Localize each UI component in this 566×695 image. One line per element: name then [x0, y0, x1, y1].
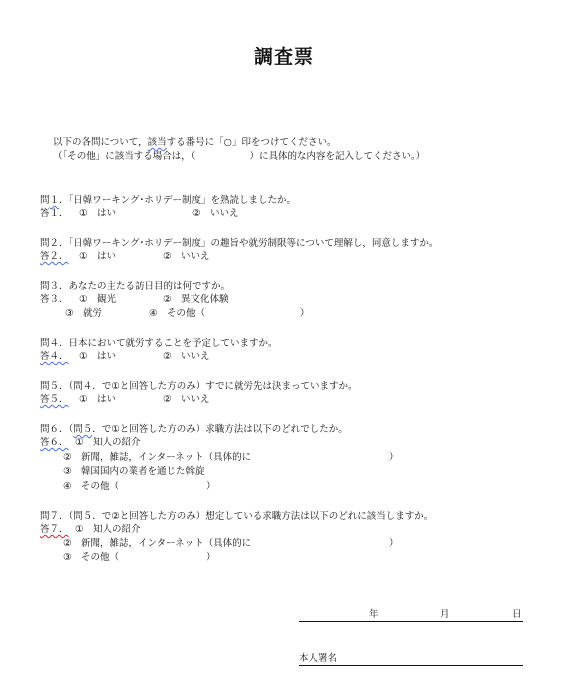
question-7: 問７．（問５．で②と回答した方のみ）想定している求職方法は以下のどれに該当しますか。: [40, 511, 434, 522]
answer-4-option-yes[interactable]: ① はい: [79, 351, 117, 362]
answer-7-media-close: ）: [389, 538, 399, 549]
answer-1-option-no[interactable]: ② いいえ: [192, 208, 239, 219]
answer-7-option-media[interactable]: ② 新聞，雑誌，インターネット（具体的に: [63, 538, 252, 549]
answer-5-option-yes[interactable]: ① はい: [79, 394, 117, 405]
answer-7-other-close: ）: [206, 552, 216, 563]
question-4: 問４．日本において就労することを予定していますか。: [40, 338, 278, 349]
answer-6-other-close: ）: [206, 481, 216, 492]
signature-label: 本人署名: [299, 653, 338, 664]
signature-line[interactable]: [299, 665, 523, 666]
answer-2-label: 答２．: [40, 251, 69, 262]
answer-1-option-yes[interactable]: ① はい: [79, 208, 117, 219]
answer-6-option-acquaintance[interactable]: ① 知人の紹介: [75, 437, 141, 448]
answer-7-label: 答７．: [40, 524, 69, 535]
answer-7-option-acquaintance[interactable]: ① 知人の紹介: [75, 524, 141, 535]
answer-5-option-no[interactable]: ② いいえ: [163, 394, 210, 405]
date-month-label: 月: [440, 609, 450, 620]
answer-6-option-media[interactable]: ② 新聞，雑誌，インターネット（具体的に: [63, 452, 252, 463]
answer-3-option-culture[interactable]: ② 異文化体験: [163, 294, 229, 305]
answer-3-option-work[interactable]: ③ 就労: [65, 308, 103, 319]
answer-3-other-close: ）: [300, 308, 310, 319]
answer-1-label: 答１．: [40, 208, 69, 219]
date-underline: [299, 621, 523, 622]
question-3: 問３．あなたの主たる訪日目的は何ですか。: [40, 281, 231, 292]
question-2: 問２．「日韓ワーキング･ホリデー制度」の趣旨や就労制限等について理解し，同意しますか。: [40, 238, 439, 249]
intro-line-1: 以下の各問について，該当する番号に「○」印をつけてください。: [53, 137, 337, 148]
answer-6-label: 答６．: [40, 437, 69, 448]
date-day-label: 日: [512, 609, 522, 620]
page-title: 調査票: [254, 46, 315, 68]
answer-2-option-yes[interactable]: ① はい: [79, 251, 117, 262]
answer-6-media-close: ）: [389, 452, 399, 463]
question-5: 問５．（問４．で①と回答した方のみ）すでに就労先は決まっていますか。: [40, 381, 358, 392]
answer-7-option-other[interactable]: ③ その他（: [63, 552, 120, 563]
intro-line-2: （「その他」に該当する場合は，（ ）に具体的な内容を記入してください。）: [53, 151, 426, 162]
date-year-label: 年: [369, 609, 379, 620]
answer-5-label: 答５．: [40, 394, 69, 405]
answer-6-option-other[interactable]: ④ その他（: [63, 481, 120, 492]
answer-4-label: 答４．: [40, 351, 69, 362]
answer-3-option-other[interactable]: ④ その他（: [149, 308, 206, 319]
answer-4-option-no[interactable]: ② いいえ: [163, 351, 210, 362]
question-6: 問６．（問５．で①と回答した方のみ）求職方法は以下のどれでしたか。: [40, 424, 348, 435]
answer-3-option-sightseeing[interactable]: ① 観光: [79, 294, 117, 305]
answer-2-option-no[interactable]: ② いいえ: [163, 251, 210, 262]
answer-3-label: 答３．: [40, 294, 69, 305]
answer-6-option-agency[interactable]: ③ 韓国国内の業者を通じた斡旋: [63, 466, 205, 477]
question-1: 問１．「日韓ワーキング･ホリデー制度」を熟読しましたか。: [40, 195, 297, 206]
